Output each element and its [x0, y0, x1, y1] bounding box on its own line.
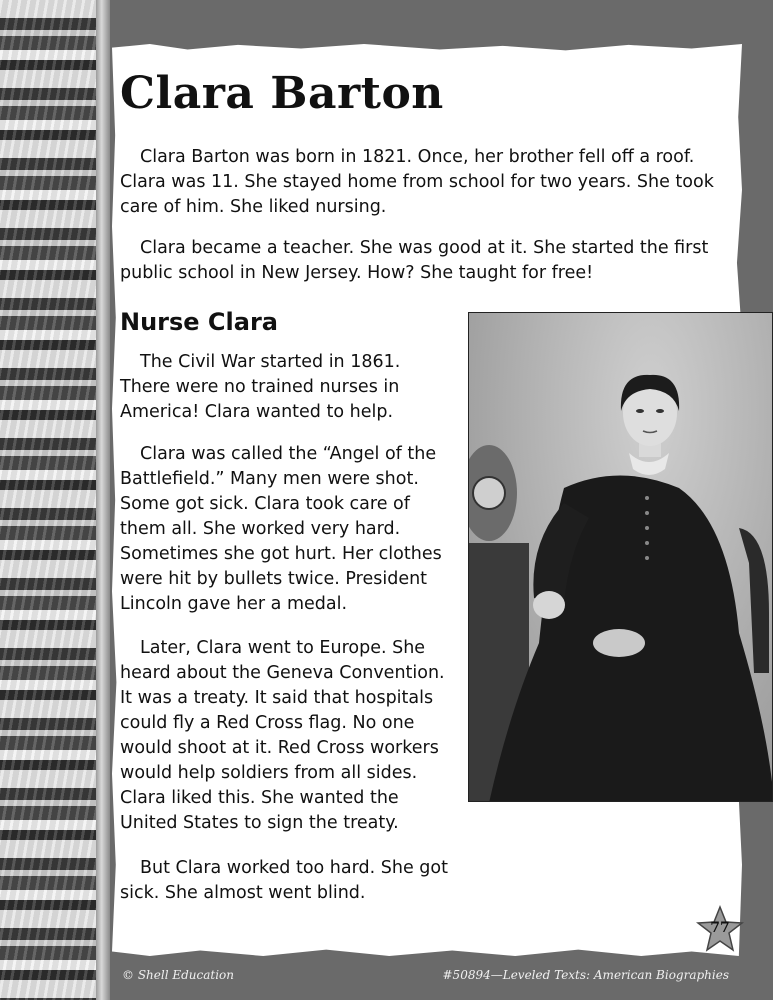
decorative-stripes: [0, 0, 96, 1000]
section-paragraph-4: But Clara worked too hard. She got sick. She almost went blind.: [120, 858, 448, 903]
page-title: Clara Barton: [120, 68, 444, 119]
section-paragraph-1: The Civil War started in 1861. There were no trained nurses in America! Clara wanted to help.: [120, 352, 401, 422]
section-paragraph-2: Clara was called the “Angel of the Battlefield.” Many men were shot. Some got sick. Clara took care of them all. She worked very hard. Sometimes she got hurt. Her clothes were hit by bullets twice. President Lincoln gave her a medal.: [120, 444, 442, 614]
footer-publisher: © Shell Education: [122, 968, 235, 982]
section-paragraph-3: Later, Clara went to Europe. She heard about the Geneva Convention. It was a treaty. It said that hospitals could fly a Red Cross flag. No one would shoot at it. Red Cross workers would help soldiers from all sides. Clara liked this. She wanted the United States to sign the treaty.: [120, 638, 445, 833]
intro-paragraph-1: Clara Barton was born in 1821. Once, her brother fell off a roof. Clara was 11. She stayed home from school for two years. She took care of him. She liked nursing.: [120, 147, 714, 217]
intro-paragraph-2: Clara became a teacher. She was good at it. She started the first public school in New Jersey. How? She taught for free!: [120, 238, 709, 283]
page-spine: [96, 0, 110, 1000]
portrait-illustration: [469, 313, 773, 802]
section-title: Nurse Clara: [120, 308, 278, 336]
page-number: 77: [710, 920, 730, 936]
portrait-photo: [468, 312, 773, 802]
footer-book-title: #50894—Leveled Texts: American Biographies: [442, 968, 729, 982]
